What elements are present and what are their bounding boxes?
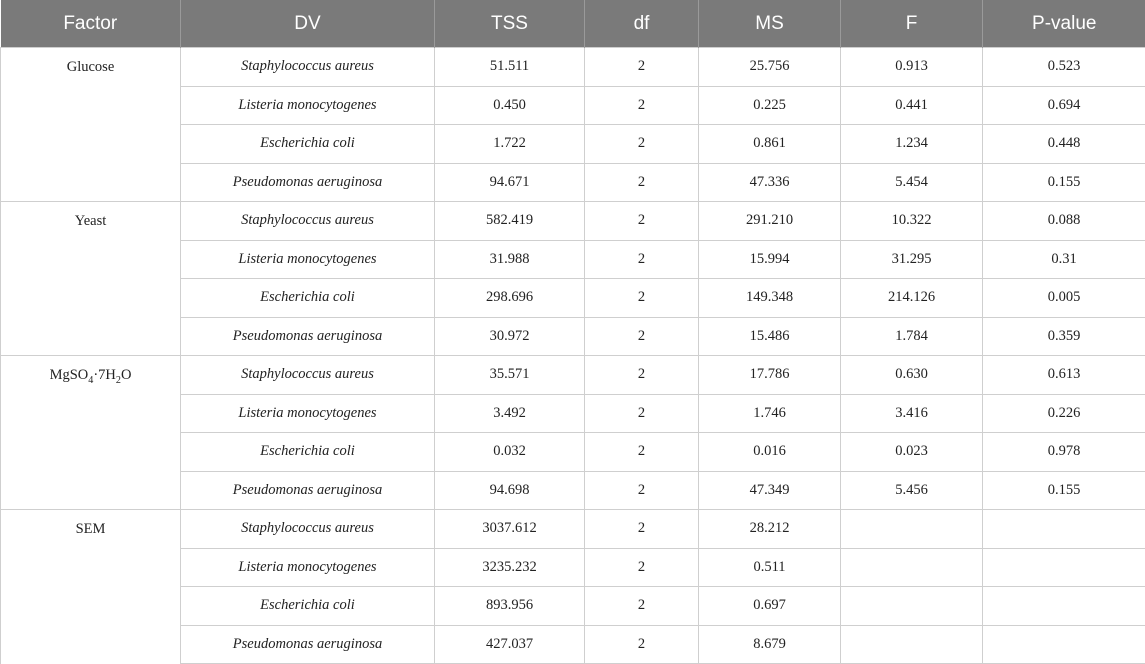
dv-cell: Staphylococcus aureus — [181, 202, 435, 241]
df-cell: 2 — [585, 548, 699, 587]
tss-cell: 298.696 — [435, 279, 585, 318]
df-cell: 2 — [585, 202, 699, 241]
f-cell: 31.295 — [841, 240, 983, 279]
df-cell: 2 — [585, 471, 699, 510]
header-ms: MS — [699, 0, 841, 48]
ms-cell: 0.697 — [699, 587, 841, 626]
df-cell: 2 — [585, 433, 699, 472]
tss-cell: 1.722 — [435, 125, 585, 164]
ms-cell: 15.994 — [699, 240, 841, 279]
factor-formula-subscript: 2 — [115, 374, 121, 386]
df-cell: 2 — [585, 625, 699, 664]
dv-cell: Listeria monocytogenes — [181, 86, 435, 125]
table-row — [1, 48, 1145, 87]
f-cell: 0.630 — [841, 356, 983, 395]
p-value-cell: 0.31 — [983, 240, 1145, 279]
f-cell: 10.322 — [841, 202, 983, 241]
f-cell: 0.441 — [841, 86, 983, 125]
tss-cell: 582.419 — [435, 202, 585, 241]
header-row — [1, 0, 1145, 48]
ms-cell: 149.348 — [699, 279, 841, 318]
p-value-cell: 0.155 — [983, 163, 1145, 202]
dv-cell: Staphylococcus aureus — [181, 48, 435, 87]
df-cell: 2 — [585, 240, 699, 279]
header-tss: TSS — [435, 0, 585, 48]
df-cell: 2 — [585, 510, 699, 549]
header-df: df — [585, 0, 699, 48]
factor-formula-part: O — [120, 367, 132, 383]
df-cell: 2 — [585, 163, 699, 202]
ms-cell: 15.486 — [699, 317, 841, 356]
tss-cell: 3037.612 — [435, 510, 585, 549]
dv-cell: Escherichia coli — [181, 279, 435, 318]
p-value-cell: 0.613 — [983, 356, 1145, 395]
ms-cell: 25.756 — [699, 48, 841, 87]
tss-cell: 94.698 — [435, 471, 585, 510]
f-cell: 1.784 — [841, 317, 983, 356]
ms-cell: 1.746 — [699, 394, 841, 433]
ms-cell: 17.786 — [699, 356, 841, 395]
p-value-cell: 0.359 — [983, 317, 1145, 356]
df-cell: 2 — [585, 279, 699, 318]
df-cell: 2 — [585, 125, 699, 164]
df-cell: 2 — [585, 356, 699, 395]
f-cell: 0.913 — [841, 48, 983, 87]
dv-cell: Listeria monocytogenes — [181, 240, 435, 279]
factor-formula-part: ·7H — [93, 367, 116, 383]
dv-cell: Listeria monocytogenes — [181, 394, 435, 433]
f-cell: 3.416 — [841, 394, 983, 433]
p-value-cell: 0.005 — [983, 279, 1145, 318]
dv-cell: Pseudomonas aeruginosa — [181, 471, 435, 510]
dv-cell: Staphylococcus aureus — [181, 510, 435, 549]
f-cell — [841, 510, 983, 549]
dv-cell: Pseudomonas aeruginosa — [181, 163, 435, 202]
df-cell: 2 — [585, 86, 699, 125]
table-row — [1, 356, 1145, 395]
factor-cell — [1, 356, 181, 510]
dv-cell: Escherichia coli — [181, 125, 435, 164]
p-value-cell: 0.523 — [983, 48, 1145, 87]
table-row — [1, 510, 1145, 549]
f-cell: 0.023 — [841, 433, 983, 472]
p-value-cell: 0.694 — [983, 86, 1145, 125]
tss-cell: 51.511 — [435, 48, 585, 87]
p-value-cell: 0.155 — [983, 471, 1145, 510]
ms-cell: 28.212 — [699, 510, 841, 549]
ms-cell: 291.210 — [699, 202, 841, 241]
f-cell: 214.126 — [841, 279, 983, 318]
header-p-value: P-value — [983, 0, 1145, 48]
dv-cell: Pseudomonas aeruginosa — [181, 625, 435, 664]
header-dv: DV — [181, 0, 435, 48]
tss-cell: 427.037 — [435, 625, 585, 664]
dv-cell: Escherichia coli — [181, 433, 435, 472]
p-value-cell — [983, 548, 1145, 587]
table-row — [1, 202, 1145, 241]
p-value-cell: 0.226 — [983, 394, 1145, 433]
f-cell: 5.456 — [841, 471, 983, 510]
p-value-cell — [983, 510, 1145, 549]
f-cell — [841, 587, 983, 626]
header-f: F — [841, 0, 983, 48]
factor-formula-subscript: 4 — [88, 374, 94, 386]
ms-cell: 0.861 — [699, 125, 841, 164]
ms-cell: 0.511 — [699, 548, 841, 587]
tss-cell: 35.571 — [435, 356, 585, 395]
tss-cell: 3.492 — [435, 394, 585, 433]
tss-cell: 0.032 — [435, 433, 585, 472]
f-cell — [841, 548, 983, 587]
ms-cell: 47.336 — [699, 163, 841, 202]
tss-cell: 3235.232 — [435, 548, 585, 587]
df-cell: 2 — [585, 394, 699, 433]
p-value-cell — [983, 587, 1145, 626]
ms-cell: 47.349 — [699, 471, 841, 510]
header-factor: Factor — [1, 0, 181, 48]
tss-cell: 893.956 — [435, 587, 585, 626]
dv-cell: Listeria monocytogenes — [181, 548, 435, 587]
p-value-cell: 0.978 — [983, 433, 1145, 472]
tss-cell: 0.450 — [435, 86, 585, 125]
ms-cell: 8.679 — [699, 625, 841, 664]
ms-cell: 0.016 — [699, 433, 841, 472]
dv-cell: Staphylococcus aureus — [181, 356, 435, 395]
df-cell: 2 — [585, 317, 699, 356]
df-cell: 2 — [585, 48, 699, 87]
p-value-cell — [983, 625, 1145, 664]
p-value-cell: 0.448 — [983, 125, 1145, 164]
tss-cell: 30.972 — [435, 317, 585, 356]
f-cell: 1.234 — [841, 125, 983, 164]
factor-cell: Glucose — [1, 48, 181, 202]
p-value-cell: 0.088 — [983, 202, 1145, 241]
factor-cell: SEM — [1, 510, 181, 664]
f-cell: 5.454 — [841, 163, 983, 202]
factor-formula-part: MgSO — [49, 367, 89, 383]
tss-cell: 94.671 — [435, 163, 585, 202]
dv-cell: Pseudomonas aeruginosa — [181, 317, 435, 356]
dv-cell: Escherichia coli — [181, 587, 435, 626]
df-cell: 2 — [585, 587, 699, 626]
ms-cell: 0.225 — [699, 86, 841, 125]
factor-cell: Yeast — [1, 202, 181, 356]
f-cell — [841, 625, 983, 664]
tss-cell: 31.988 — [435, 240, 585, 279]
